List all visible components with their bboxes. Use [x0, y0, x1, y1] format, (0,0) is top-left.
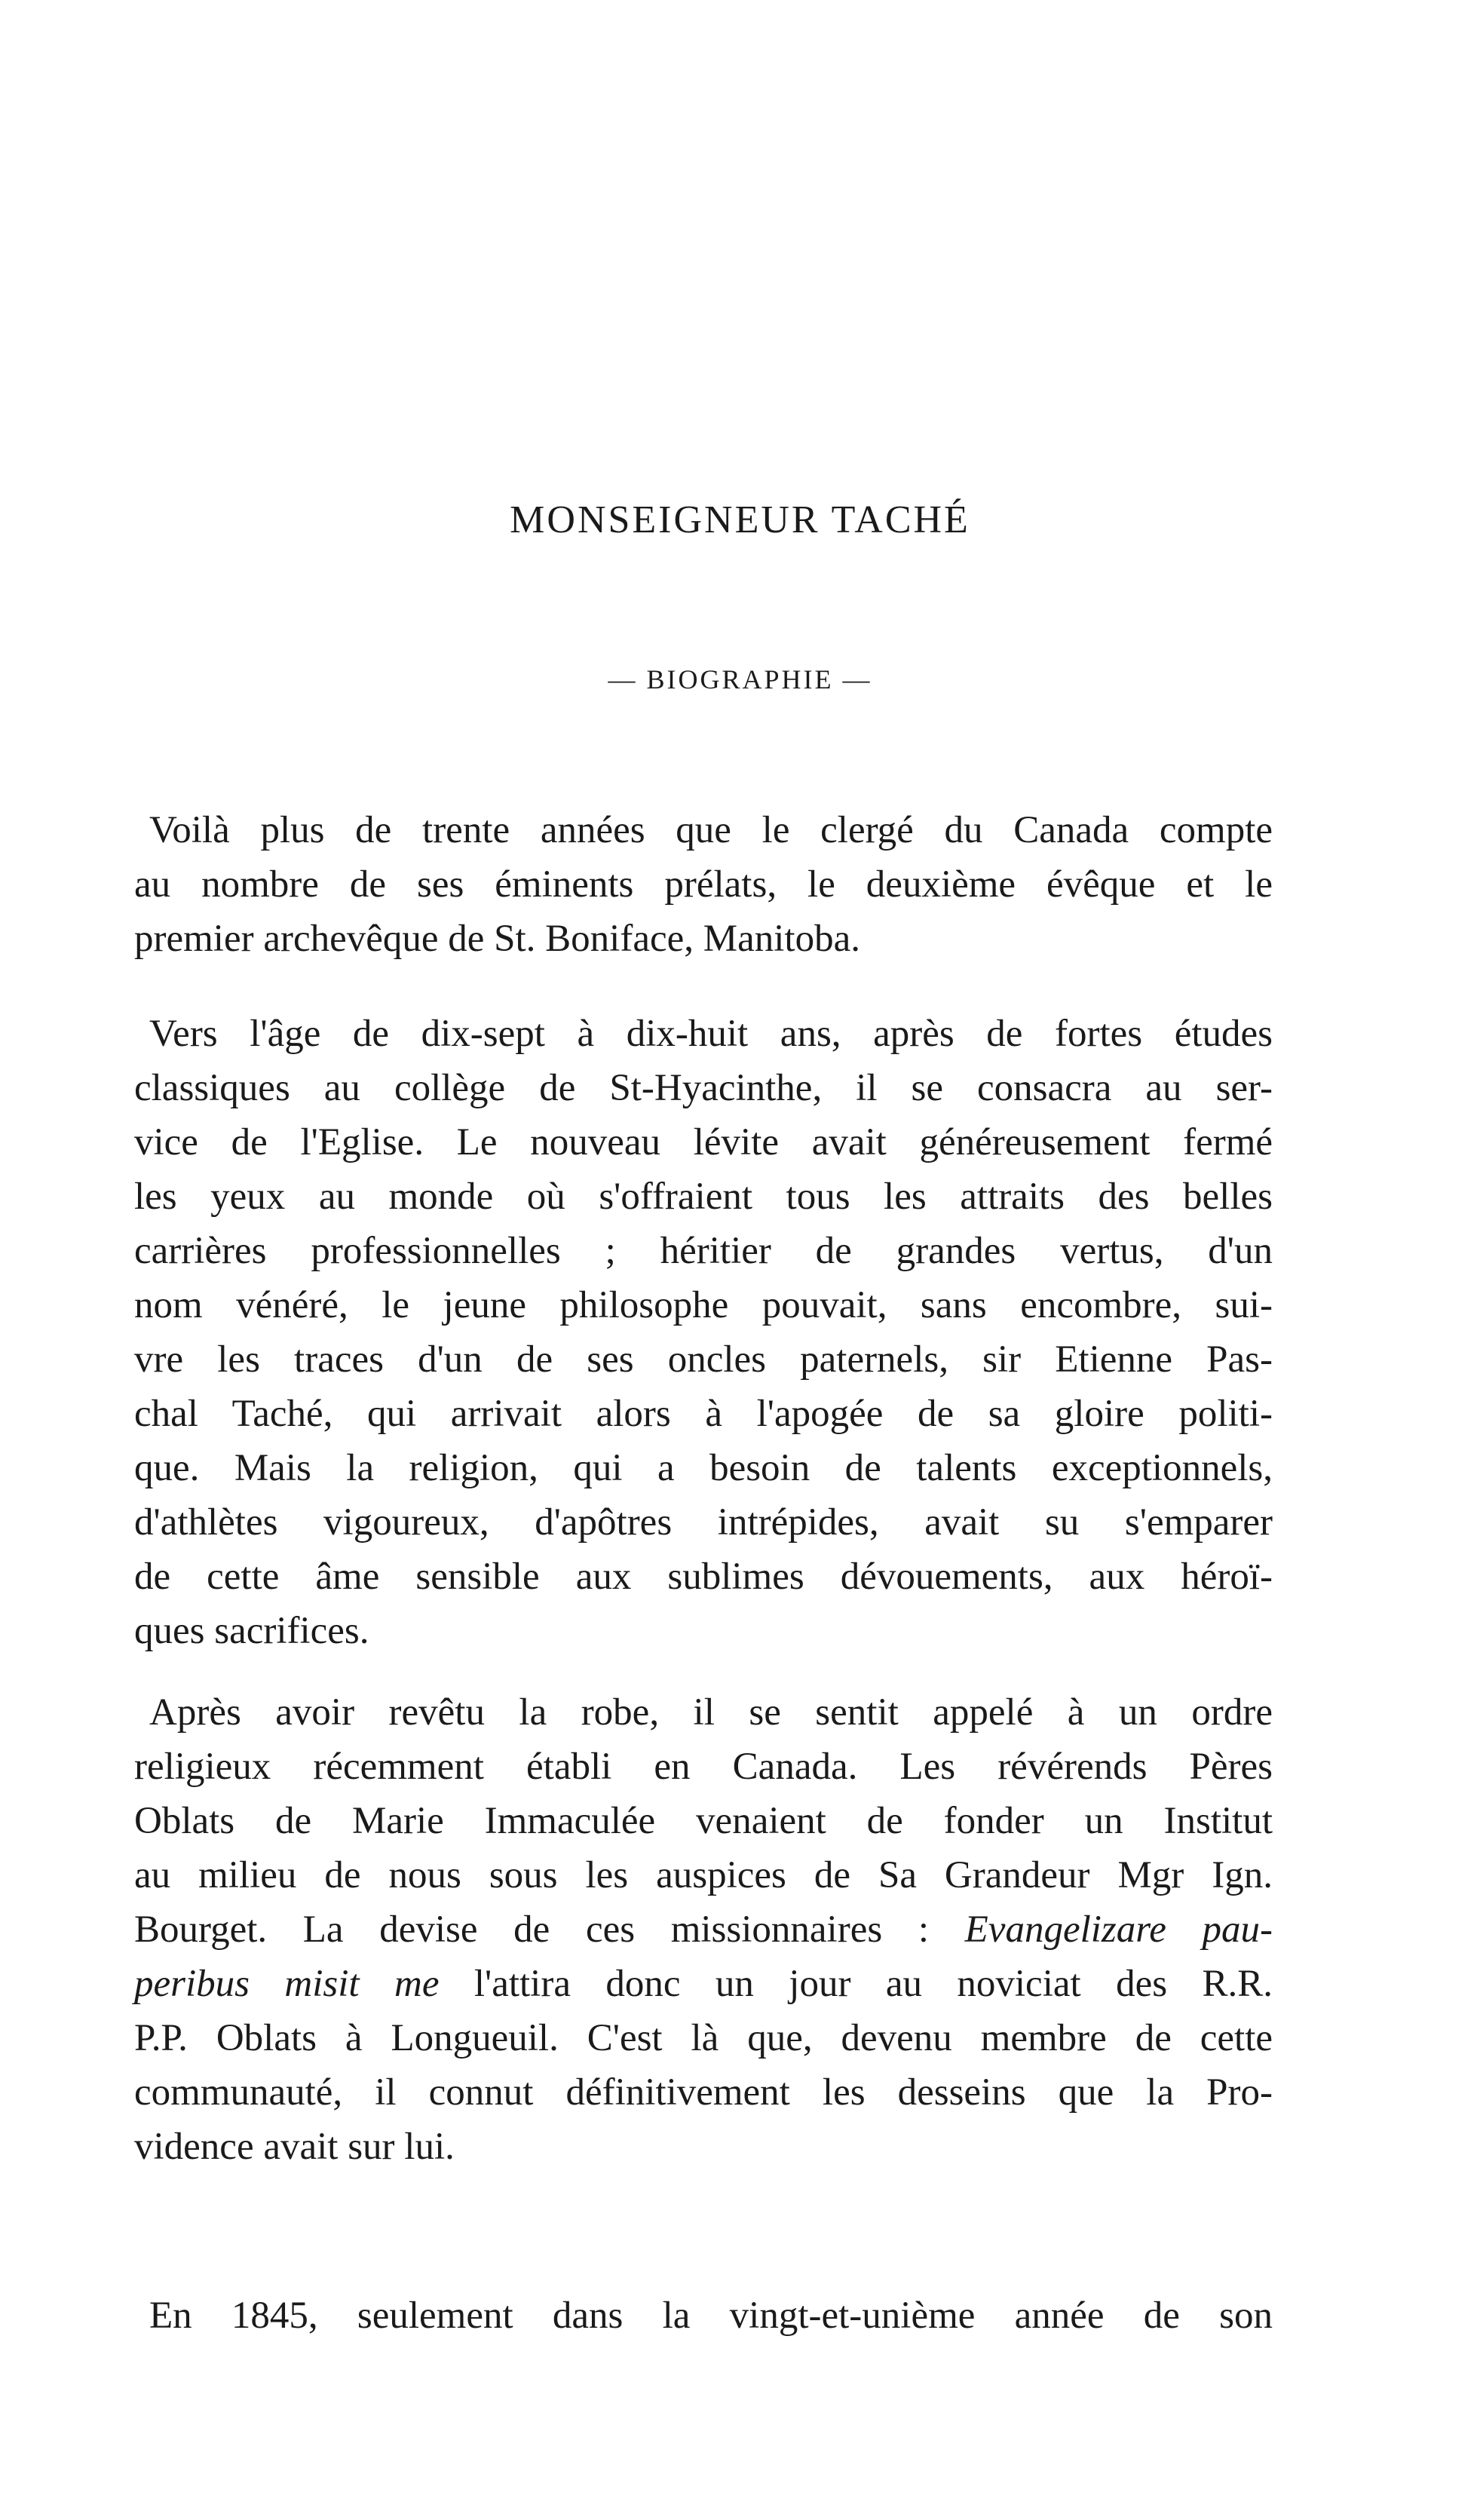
text-line: religieux récemment établi en Canada. Les révérends Pères [134, 1746, 1273, 1788]
text-line [134, 1902, 1273, 1957]
text-line: vre les traces d'un de ses oncles paternels, sir Etienne Pas- [134, 1338, 1273, 1381]
text-line: Voilà plus de trente années que le clergé du Canada compte [149, 809, 1273, 851]
text-line: Oblats de Marie Immaculée venaient de fonder un Institut [134, 1800, 1273, 1842]
text-line: communauté, il connut définitivement les desseins que la Pro- [134, 2071, 1273, 2114]
text-line: d'athlètes vigoureux, d'apôtres intrépides, avait su s'emparer [134, 1501, 1273, 1544]
text-line: ques sacrifices. [134, 1610, 369, 1652]
text-line: chal Taché, qui arrivait alors à l'apogée de sa gloire politi- [134, 1393, 1273, 1435]
text-line: Après avoir revêtu la robe, il se sentit appelé à un ordre [149, 1691, 1273, 1734]
paragraph-1 [134, 803, 1273, 966]
text-line: En 1845, seulement dans la vingt-et-unième année de son [149, 2295, 1273, 2337]
text-line: nom vénéré, le jeune philosophe pouvait, sans encombre, sui- [134, 1284, 1273, 1326]
page-title: MONSEIGNEUR TACHÉ [510, 498, 970, 541]
text-run: l'attira donc un jour au noviciat des R.R. [439, 1963, 1273, 2005]
text-line [134, 1957, 1273, 2011]
text-run: Bourget. La devise de ces missionnaires : [134, 1908, 965, 1951]
text-line: vice de l'Eglise. Le nouveau lévite avait généreusement fermé [134, 1121, 1273, 1163]
latin-motto: Evangelizare pau- [964, 1908, 1273, 1951]
text-line: au milieu de nous sous les auspices de Sa Grandeur Mgr Ign. [134, 1854, 1273, 1896]
text-line: carrières professionnelles ; héritier de grandes vertus, d'un [134, 1230, 1273, 1272]
paragraph-2 [134, 1007, 1273, 1658]
text-line: les yeux au monde où s'offraient tous les attraits des belles [134, 1176, 1273, 1218]
section-subtitle: — BIOGRAPHIE — [608, 664, 872, 694]
text-line: classiques au collège de St-Hyacinthe, il se consacra au ser- [134, 1067, 1273, 1109]
text-line: vidence avait sur lui. [134, 2126, 455, 2168]
text-line: que. Mais la religion, qui a besoin de talents exceptionnels, [134, 1447, 1273, 1489]
text-line: Vers l'âge de dix-sept à dix-huit ans, après de fortes études [149, 1013, 1273, 1055]
paragraph-4 [134, 2289, 1273, 2343]
paragraph-3 [134, 1685, 1273, 2174]
text-line: P.P. Oblats à Longueuil. C'est là que, devenu membre de cette [134, 2017, 1273, 2059]
text-line: au nombre de ses éminents prélats, le deuxième évêque et le [134, 863, 1273, 906]
latin-motto: peribus misit me [134, 1963, 440, 2005]
text-line: premier archevêque de St. Boniface, Manitoba. [134, 918, 860, 960]
text-line: de cette âme sensible aux sublimes dévouements, aux héroï- [134, 1556, 1273, 1598]
